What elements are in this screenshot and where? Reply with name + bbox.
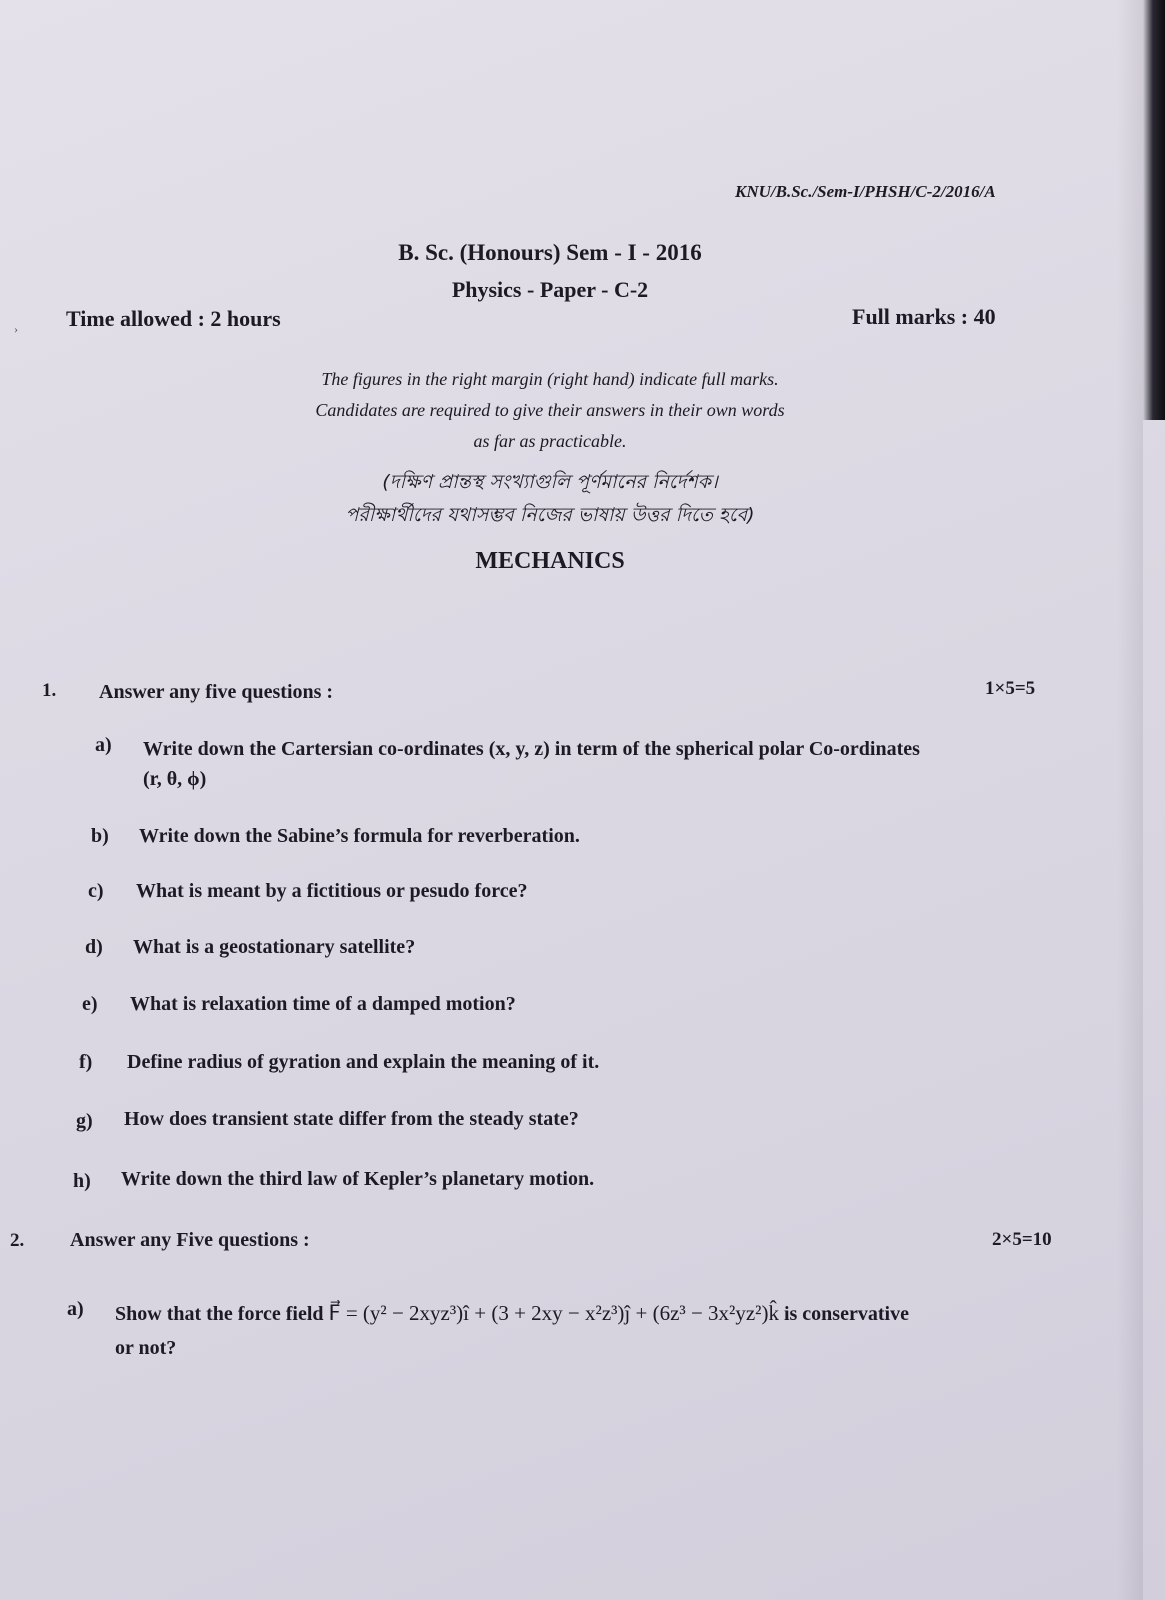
full-marks: Full marks : 40 [852,304,996,329]
sub-question-line: (r, θ, ϕ) [143,768,207,790]
question-number: 2. [10,1230,25,1251]
sub-question-line: or not? [115,1337,177,1359]
sub-question-text: Write down the third law of Kepler’s planetary motion. [121,1168,595,1190]
instructions [250,364,850,457]
instruction-line: as far as practicable. [473,431,627,451]
instruction-line: The figures in the right margin (right hand) indicate full marks. [321,369,779,389]
bengali-instructions [250,466,850,532]
sub-question-letter: h) [73,1170,91,1192]
question-heading: Answer any Five questions : [70,1229,310,1251]
sub-question-line: Write down the Cartersian co-ordinates (x, y, z) in term of the spherical polar Co-ordinates [143,738,920,760]
question-number: 1. [42,680,57,701]
subject-title: MECHANICS [475,548,625,574]
sub-question-text: What is relaxation time of a damped motion? [130,993,516,1015]
sub-question-text [115,1296,909,1365]
sub-question-letter: f) [79,1051,93,1073]
time-allowed: Time allowed : 2 hours [66,306,281,331]
instruction-line: Candidates are required to give their answers in their own words [315,400,785,420]
question-marks: 1×5=5 [985,678,1036,699]
exam-title: B. Sc. (Honours) Sem - I - 2016 [398,240,702,265]
question-marks: 2×5=10 [992,1229,1052,1250]
sub-question-text: Write down the Sabine’s formula for reverberation. [139,825,580,847]
sub-question-letter: a) [67,1298,84,1320]
sub-question-text [143,734,1063,794]
sub-question-lead: Show that the force field [115,1303,324,1325]
sub-question-text: Define radius of gyration and explain the meaning of it. [127,1051,600,1073]
sub-question-tail: is conservative [783,1303,909,1325]
sub-question-letter: e) [82,993,98,1015]
sub-question-letter: c) [88,880,104,902]
sub-question-text: What is meant by a fictitious or pesudo force? [136,880,528,902]
sub-question-letter: b) [91,825,109,847]
sub-question-text: What is a geostationary satellite? [133,936,416,958]
question-heading: Answer any five questions : [99,681,334,703]
sub-question-text: How does transient state differ from the steady state? [124,1108,579,1130]
paper-code: KNU/B.Sc./Sem-I/PHSH/C-2/2016/A [735,182,996,201]
sub-question-letter: a) [95,734,112,756]
paper-title: Physics - Paper - C-2 [451,277,649,302]
sub-question-letter: g) [76,1110,93,1132]
sub-question-letter: d) [85,936,103,958]
force-field-equation: F⃗ = (y² − 2xyz³)î + (3 + 2xy − x²z³)ĵ + (6z³ − 3x²yz²)k̂ [328,1301,779,1325]
bengali-line: পরীক্ষার্থীদের যথাসম্ভব নিজের ভাষায় উত্তর দিতে হবে) [345,504,755,526]
bengali-line: (দক্ষিণ প্রান্তস্থ সংখ্যাগুলি পূর্ণমানের নির্দেশক। [382,471,718,493]
